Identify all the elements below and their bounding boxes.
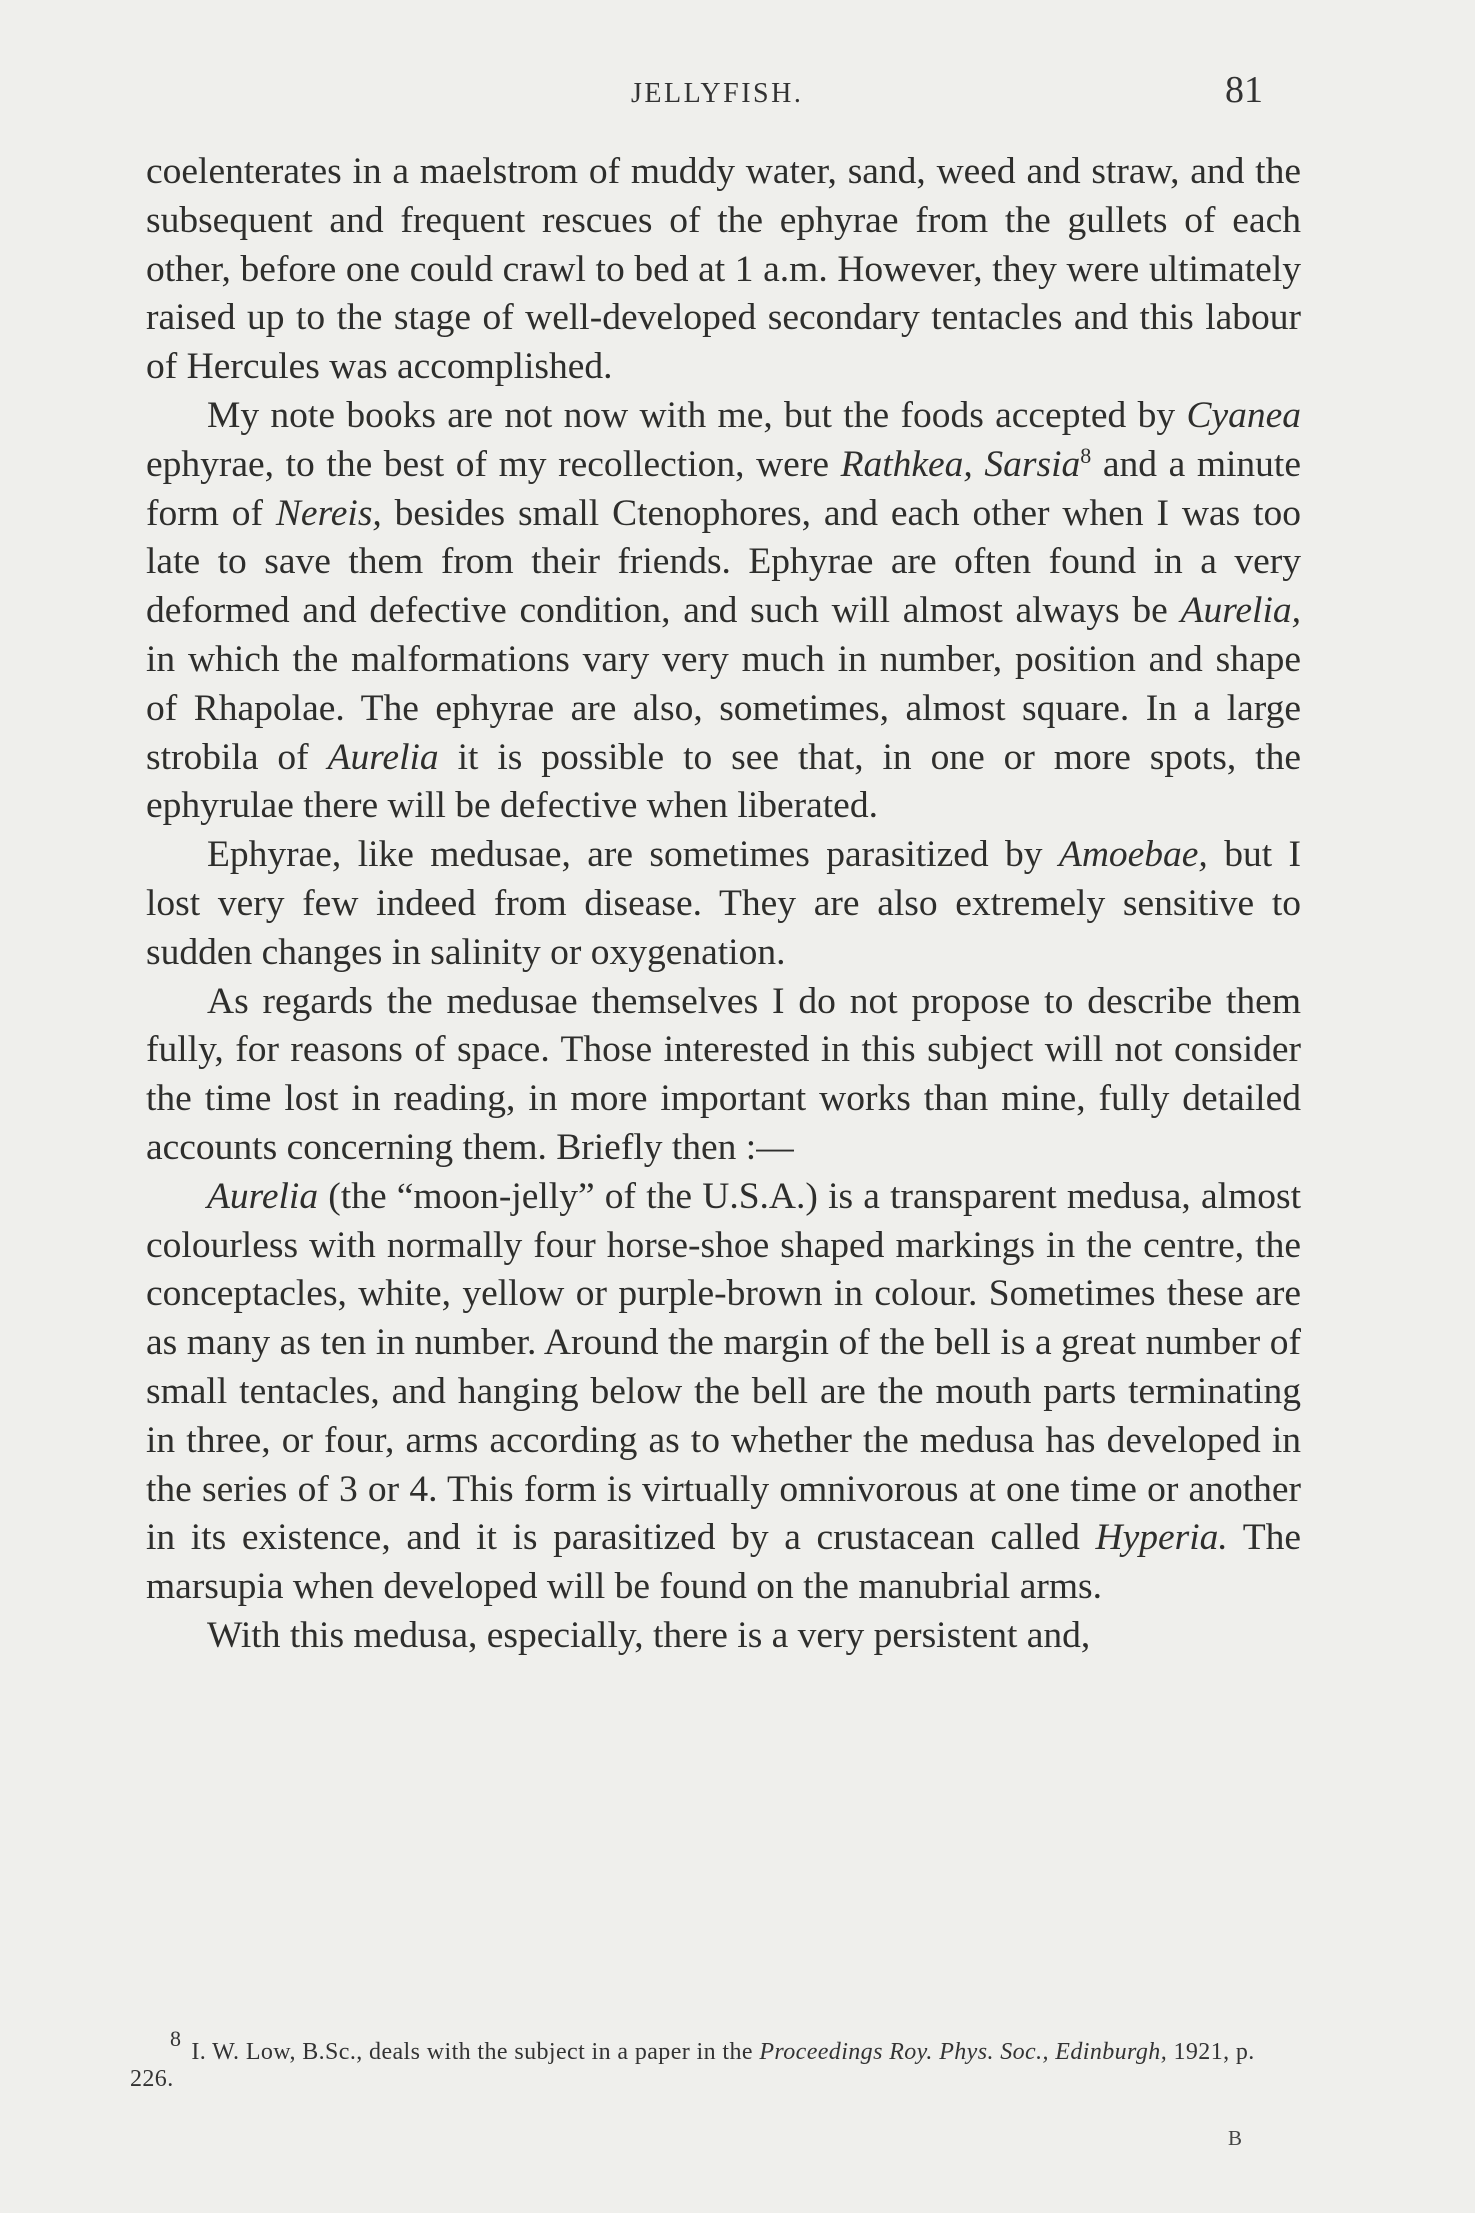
text-run: (the “moon-jelly” of the U.S.A.) is a transparent medusa, almost colourless with normally four horse-shoe shaped markings in the centre, the conceptacles, white, yellow or purple-brown in colour. Sometimes these are as many as ten in number. Around the margin of the bell is a great number of small tentacles, and hanging below the bell are the mouth parts terminating in three, or four, arms according as to whether the medusa has developed in the series of 3 or 4. This form is virtually omnivorous at one time or another in its existence, and it is parasitized by a crustacean called [146,1175,1301,1559]
paragraph-4: As regards the medusae themselves I do not propose to describe them fully, for reasons of space. Those interested in this subject will not consider the time lost in reading, in more important works than mine, fully detailed accounts concerning them. Briefly then :— [146,980,1301,1168]
paragraph-2 [146,392,1301,831]
italic-term-nereis: Nereis, [275,492,382,534]
page-number: 81 [1225,69,1263,111]
paragraph-6: With this medusa, especially, there is a very persistent and, [207,1614,1091,1656]
text-run: Ephyrae, like medusae, are sometimes parasitized by [207,834,1059,876]
text-run: in which the malformations vary very much in number, position and shape of Rhapolae. The ephyrae are also, sometimes, almost square. In a large strobila of [146,638,1301,778]
text-run: it is possible to see that, in one or more spots, the ephyrulae there will be defective when liberated. [146,736,1301,827]
footnote: $^8$I. W. Low, B.Sc., deals with the subject in a paper in the Proceedings Roy. Phys. Soc., Edinburgh, 1921, p. 226. [130,2026,1255,2092]
paragraph-3 [146,831,1301,977]
italic-term-aurelia: Aurelia, [1180,590,1301,632]
text-run: ephyrae, to the best of my recollection, were [146,443,841,485]
running-header [0,66,1475,116]
text-run: My note books are not now with me, but the foods accepted by [207,394,1187,436]
italic-term-aurelia: Aurelia [207,1175,319,1217]
running-title: JELLYFISH. [631,78,804,109]
paragraph-1: coelenterates in a maelstrom of muddy water, sand, weed and straw, and the subsequent and frequent rescues of the ephyrae from the gullets of each other, before one could crawl to bed at 1 a.m. However, they were ultimately raised up to the stage of well-developed secondary tentacles and this labour of Hercules was accomplished. [146,151,1301,388]
italic-term-hyperia: Hyperia. [1095,1517,1228,1559]
text-run: but I lost very few indeed from disease. They are also extremely sensitive to sudden changes in salinity or oxygenation. [146,834,1301,973]
footnote-text: I. W. Low, B.Sc., deals with the subject in a paper in the [191,2039,760,2065]
footnote-journal: Proceedings Roy. Phys. Soc., Edinburgh, [759,2039,1168,2065]
footnote-reference: 8 [1080,442,1092,468]
italic-term-sarsia: Sarsia [984,443,1081,485]
text-run: and a minute form of [146,443,1301,534]
text-run [973,444,985,485]
footnote-text: 1921, p. 226. [130,2039,1255,2092]
italic-term-cyanea: Cyanea [1186,394,1301,436]
signature-mark: B [1228,2126,1244,2150]
italic-term-amoebae: Amoebae, [1058,834,1208,876]
text-run: besides small Ctenophores, and each other when I was too late to save them from their friends. Ephyrae are often found in a very deformed and defective condition, and such will almost always be [146,492,1301,632]
italic-term-aurelia: Aurelia [327,736,439,778]
paragraph-5 [146,1173,1301,1612]
text-run: The marsupia when developed will be found on the manubrial arms. [146,1517,1301,1608]
italic-term-rathkea: Rathkea, [840,443,973,485]
body-text [146,148,1301,1661]
